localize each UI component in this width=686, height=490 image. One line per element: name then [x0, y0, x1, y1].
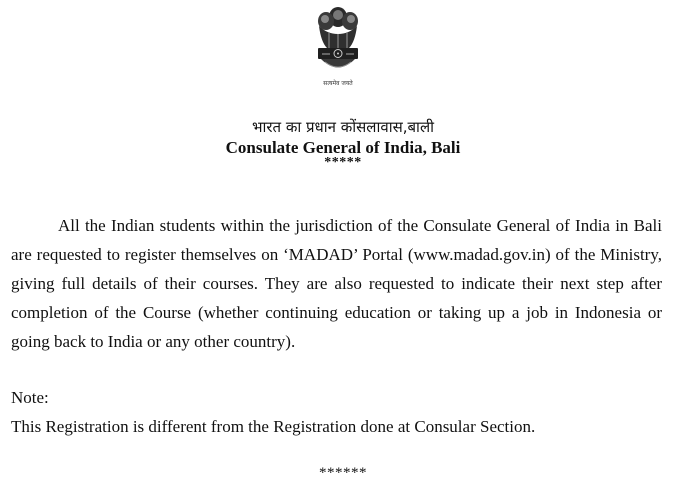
- national-emblem: [309, 4, 367, 88]
- ashoka-emblem-icon: [309, 4, 367, 80]
- emblem-motto: सत्यमेव जयते: [323, 80, 353, 87]
- page-title: Consulate General of India, Bali: [225, 138, 461, 157]
- footer-separator: ******: [319, 465, 367, 481]
- note-label: Note:: [11, 388, 49, 407]
- title-separator: *****: [324, 155, 362, 170]
- notice-body: All the Indian students within the jurisdiction of the Consulate General of India in Bali are requested to register themselves on ‘MADAD’ Portal (www.madad.gov.in) of the Ministry, giving full details of their courses. They are also requested to indicate their next step after completion of the Course (whether continuing education or taking up a job in Indonesia or going back to India or any other country).: [11, 216, 662, 351]
- hindi-title: भारत का प्रधान कोंसलावास,बाली: [251, 118, 435, 136]
- note-text: This Registration is different from the Registration done at Consular Section.: [11, 417, 536, 436]
